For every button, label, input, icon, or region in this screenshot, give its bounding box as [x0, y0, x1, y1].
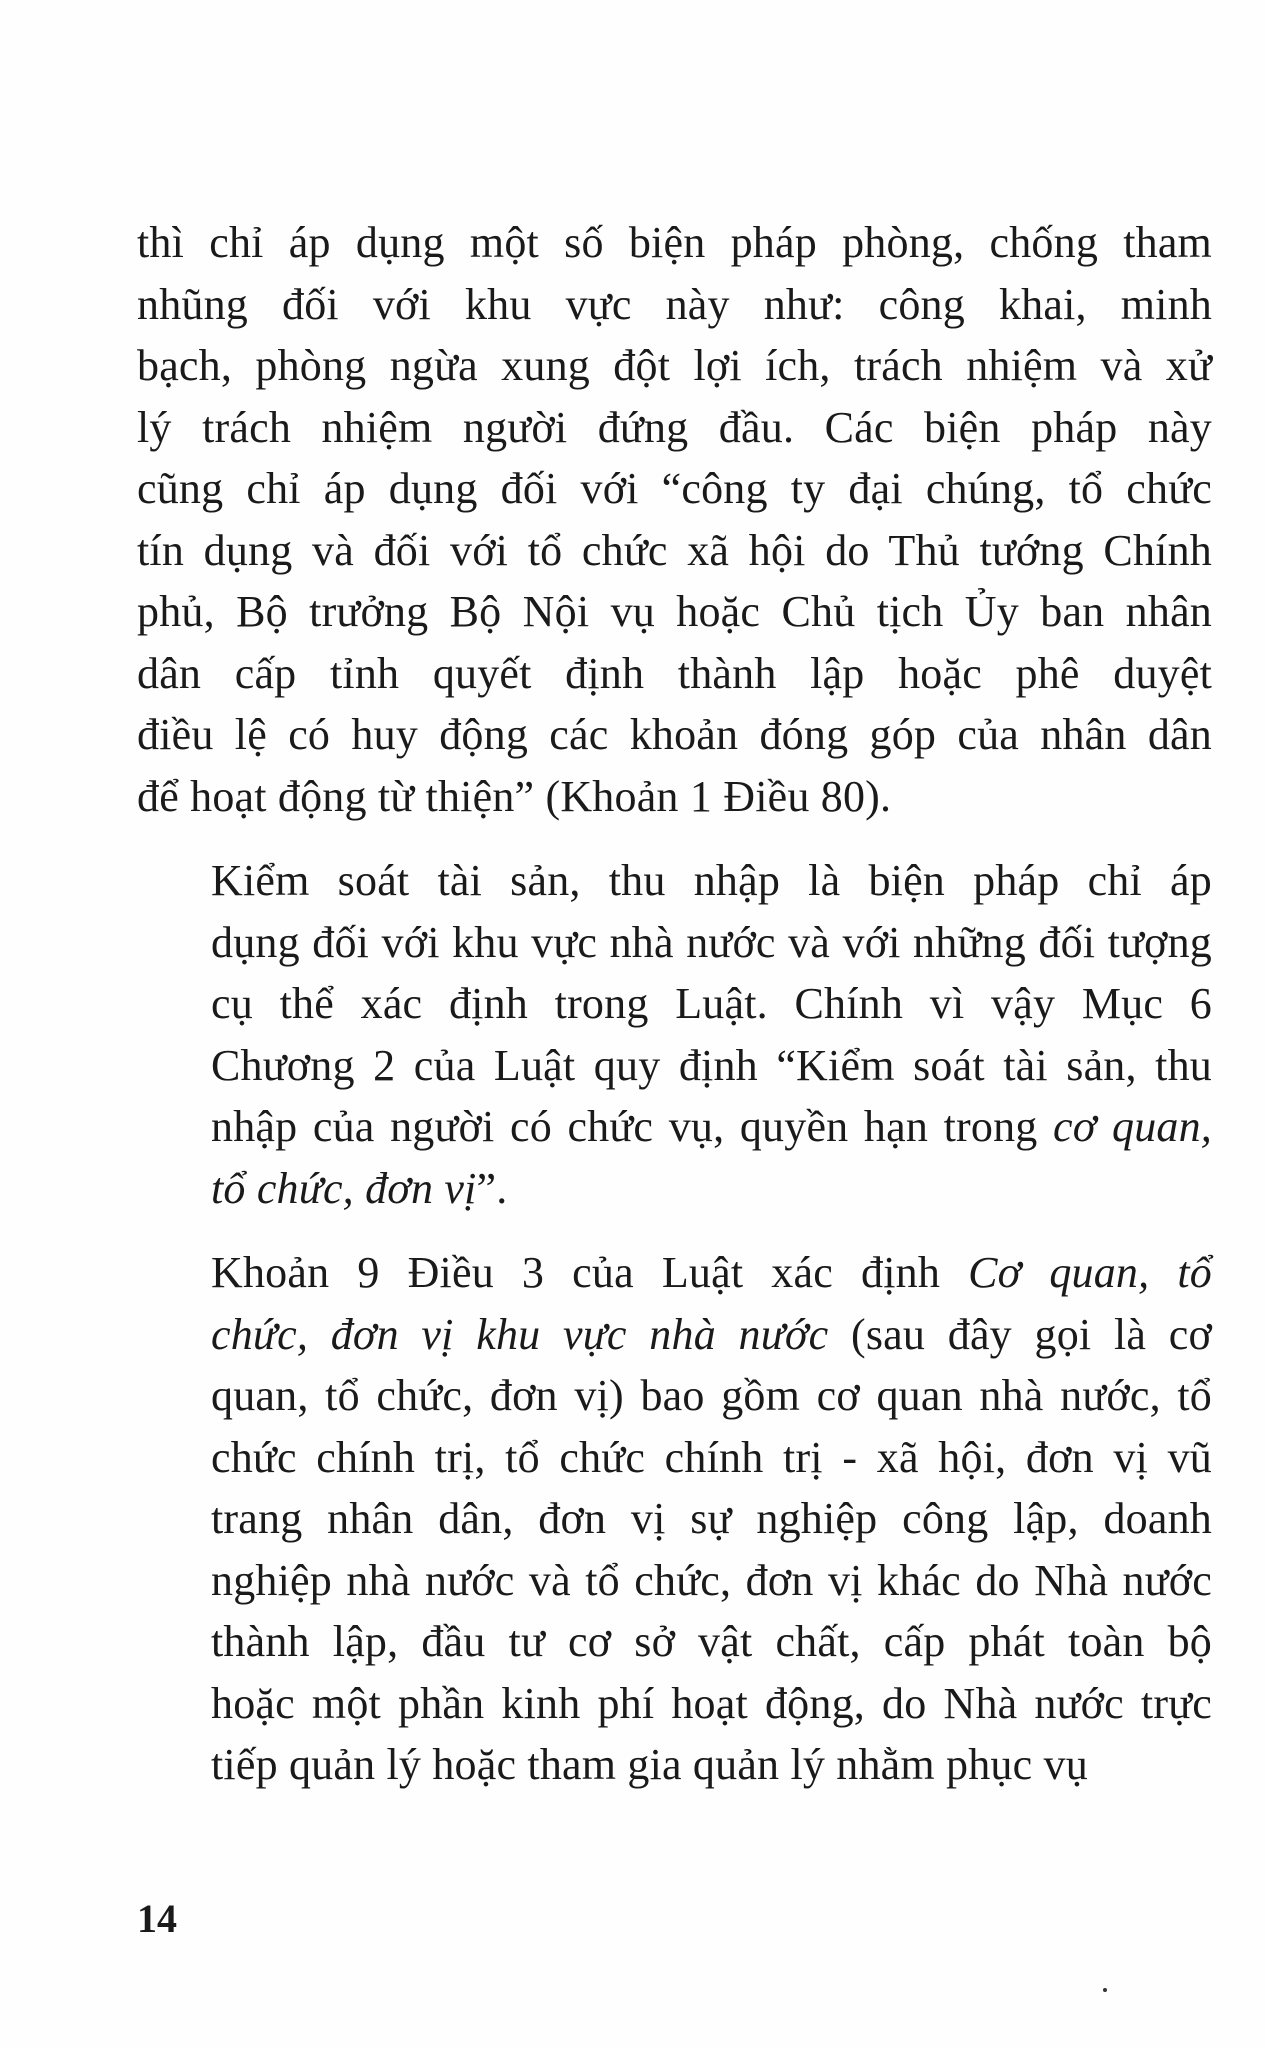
text-run: thì chỉ áp dụng một số biện pháp phòng, chống tham	[137, 218, 1212, 267]
text-line	[137, 1365, 1212, 1427]
text-run: hoặc một phần kinh phí hoạt động, do Nhà nước trực	[211, 1678, 1212, 1728]
text-line	[137, 912, 1212, 974]
text-run: cụ thể xác định trong Luật. Chính vì vậy Mục 6	[211, 979, 1212, 1028]
italic-text-run: cơ quan,	[1053, 1102, 1212, 1151]
text-line	[137, 973, 1212, 1035]
text-line	[137, 1550, 1212, 1612]
text-line	[137, 212, 1212, 274]
text-run: phủ, Bộ trưởng Bộ Nội vụ hoặc Chủ tịch Ủy ban nhân	[137, 587, 1212, 636]
text-line	[137, 1673, 1212, 1735]
text-run: trang nhân dân, đơn vị sự nghiệp công lập, doanh	[211, 1494, 1212, 1543]
text-line	[137, 1242, 1212, 1304]
text-run: nghiệp nhà nước và tổ chức, đơn vị khác do Nhà nước	[211, 1555, 1212, 1605]
body-text	[137, 212, 1212, 1796]
text-run: dụng đối với khu vực nhà nước và với những đối tượng	[211, 917, 1212, 967]
text-line	[137, 458, 1212, 520]
text-run: tín dụng và đối với tổ chức xã hội do Thủ tướng Chính	[137, 525, 1212, 575]
italic-text-run: Cơ quan, tổ	[968, 1248, 1212, 1297]
text-run: chức chính trị, tổ chức chính trị - xã hội, đơn vị vũ	[211, 1432, 1212, 1482]
text-run: dân cấp tỉnh quyết định thành lập hoặc phê duyệt	[137, 648, 1212, 698]
text-line	[137, 581, 1212, 643]
italic-text-run: chức, đơn vị khu vực nhà nước	[211, 1309, 829, 1359]
text-line	[137, 643, 1212, 705]
text-run: Khoản 9 Điều 3 của Luật xác định	[211, 1248, 969, 1297]
scan-speck	[1103, 1988, 1107, 1992]
text-run: quan, tổ chức, đơn vị) bao gồm cơ quan nhà nước, tổ	[211, 1371, 1212, 1420]
text-line	[137, 766, 1212, 828]
paragraph	[137, 1242, 1212, 1796]
text-run: bạch, phòng ngừa xung đột lợi ích, trách nhiệm và xử	[137, 341, 1212, 390]
text-run: Chương 2 của Luật quy định “Kiểm soát tài sản, thu	[211, 1040, 1212, 1090]
paragraph	[137, 850, 1212, 1219]
text-line	[137, 1304, 1212, 1366]
text-run: nhũng đối với khu vực này như: công khai, minh	[137, 279, 1212, 329]
page-number: 14	[137, 1896, 177, 1941]
text-run: điều lệ có huy động các khoản đóng góp của nhân dân	[137, 710, 1212, 759]
text-run: ”.	[476, 1163, 508, 1213]
text-run: tiếp quản lý hoặc tham gia quản lý nhằm phục vụ	[211, 1740, 1088, 1789]
text-line	[137, 1427, 1212, 1489]
text-run: (sau đây gọi là cơ	[828, 1309, 1212, 1359]
text-run: thành lập, đầu tư cơ sở vật chất, cấp phát toàn bộ	[211, 1617, 1212, 1666]
text-run: lý trách nhiệm người đứng đầu. Các biện pháp này	[137, 402, 1212, 452]
text-line	[137, 520, 1212, 582]
text-line	[137, 397, 1212, 459]
text-line	[137, 1035, 1212, 1097]
italic-text-run: tổ chức, đơn vị	[211, 1163, 477, 1213]
text-line	[137, 1611, 1212, 1673]
text-line	[137, 850, 1212, 912]
text-line	[137, 335, 1212, 397]
text-line	[137, 274, 1212, 336]
text-run: Kiểm soát tài sản, thu nhập là biện pháp chỉ áp	[211, 856, 1212, 905]
paragraph	[137, 212, 1212, 827]
text-run: nhập của người có chức vụ, quyền hạn trong	[211, 1102, 1054, 1151]
text-run: cũng chỉ áp dụng đối với “công ty đại chúng, tổ chức	[137, 464, 1212, 513]
text-run: để hoạt động từ thiện” (Khoản 1 Điều 80).	[137, 771, 892, 821]
text-line	[137, 704, 1212, 766]
text-line	[137, 1734, 1212, 1796]
text-line	[137, 1488, 1212, 1550]
text-line	[137, 1158, 1212, 1220]
text-line	[137, 1096, 1212, 1158]
